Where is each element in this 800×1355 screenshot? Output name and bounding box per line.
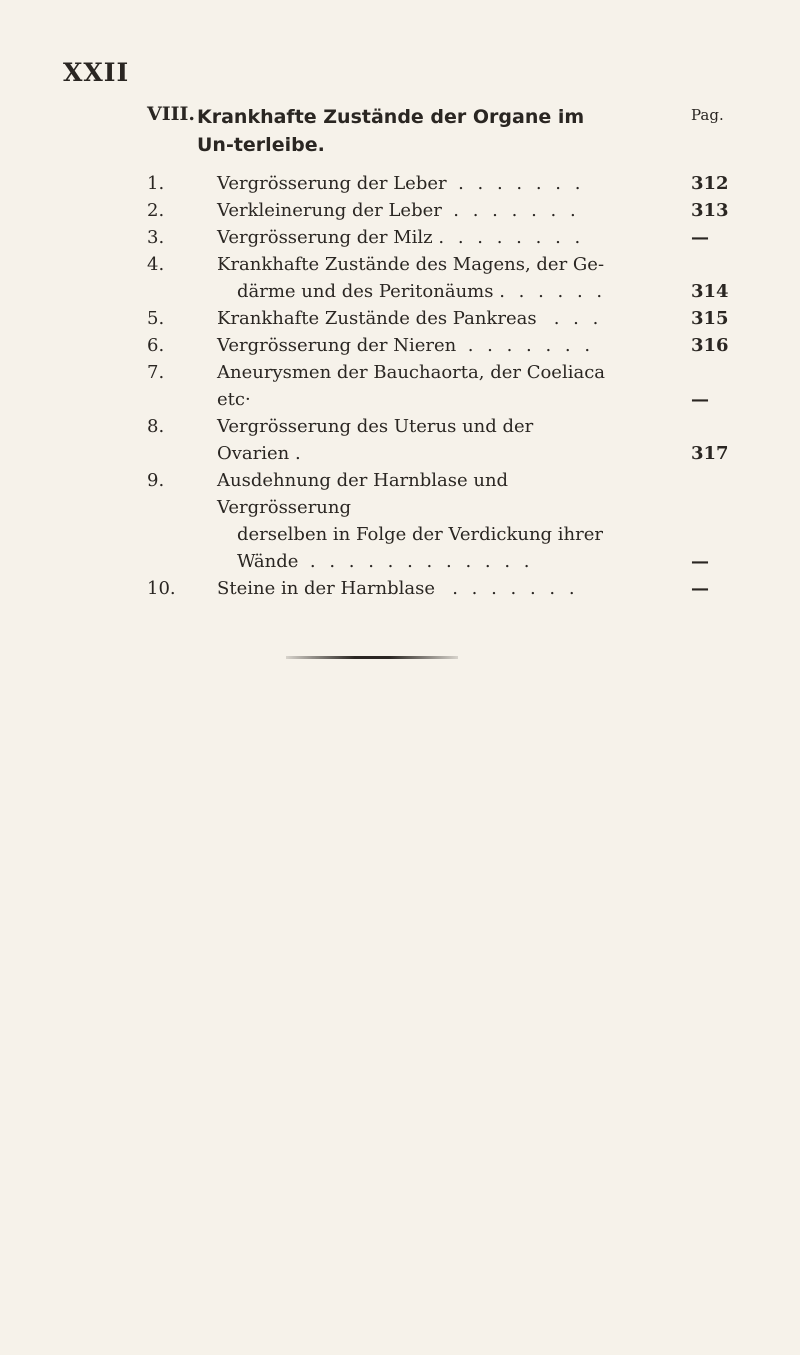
entry-number: 1. xyxy=(147,173,165,194)
toc-entry xyxy=(147,305,747,332)
entry-number: 10. xyxy=(147,578,176,599)
toc-entry xyxy=(147,170,747,197)
entry-page: — xyxy=(691,389,709,410)
entry-leader: . . . . . . . xyxy=(458,173,585,194)
entry-text: Steine in der Harnblase xyxy=(217,578,436,599)
section-title: Krankhafte Zustände der Organe im Un-terleibe. xyxy=(197,106,585,156)
entry-page: 317 xyxy=(691,443,729,464)
toc-entry xyxy=(147,575,747,602)
toc-entry xyxy=(147,332,747,359)
entry-continuation: derselben in Folge der Verdickung ihrer xyxy=(237,524,603,545)
entry-text: Verkleinerung der Leber xyxy=(217,200,442,221)
entry-number: 8. xyxy=(147,416,165,437)
entry-continuation: Wände xyxy=(237,551,299,572)
end-rule-divider xyxy=(286,656,458,659)
entry-page: 313 xyxy=(691,200,729,221)
entry-text: Vergrösserung des Uterus und der Ovarien xyxy=(217,416,534,464)
page-folio: XXII xyxy=(63,58,130,87)
toc-entry xyxy=(147,197,747,224)
entry-text: Vergrösserung der Milz xyxy=(217,227,433,248)
section-heading xyxy=(147,103,747,163)
toc-entry xyxy=(147,224,747,251)
entry-page: 312 xyxy=(691,173,729,194)
entry-continuation: därme und des Peritonäums xyxy=(237,281,494,302)
entry-page: 315 xyxy=(691,308,729,329)
entry-page: — xyxy=(691,227,709,248)
entry-leader: . . . . . . xyxy=(499,281,607,302)
entry-number: 6. xyxy=(147,335,165,356)
entry-text: Krankhafte Zustände des Magens, der Ge- xyxy=(217,254,605,275)
toc-entry xyxy=(147,359,747,413)
pag-label: Pag. xyxy=(691,106,724,124)
entry-text: Aneurysmen der Bauchaorta, der Coeliaca etc· xyxy=(217,362,606,410)
entry-page: — xyxy=(691,578,709,599)
entry-page: 316 xyxy=(691,335,729,356)
entry-number: 9. xyxy=(147,470,165,491)
entry-leader: . . . . . . . xyxy=(467,335,595,356)
entry-number: 3. xyxy=(147,227,165,248)
entry-leader: . . . . . . . . xyxy=(438,227,585,248)
entry-text: Vergrösserung der Leber xyxy=(217,173,447,194)
entry-leader: . . . . . . . xyxy=(452,578,579,599)
entry-page: 314 xyxy=(691,281,729,302)
entry-text: Vergrösserung der Nieren xyxy=(217,335,457,356)
entry-leader: . . . . . . . . . . . . xyxy=(309,551,534,572)
entry-leader: . . . xyxy=(553,308,603,329)
section-number: VIII. xyxy=(147,103,196,125)
entry-number: 5. xyxy=(147,308,165,329)
entry-leader: . xyxy=(295,443,305,464)
entry-text: Krankhafte Zustände des Pankreas xyxy=(217,308,537,329)
entry-number: 7. xyxy=(147,362,165,383)
entry-text: Ausdehnung der Harnblase und Vergrösserung xyxy=(217,470,509,518)
entry-leader: . . . . . . . xyxy=(453,200,580,221)
entry-number: 2. xyxy=(147,200,165,221)
entry-page: — xyxy=(691,551,709,572)
toc-entries xyxy=(147,170,747,602)
toc-entry xyxy=(147,413,747,467)
toc-entry xyxy=(147,467,747,575)
toc-entry xyxy=(147,251,747,305)
entry-number: 4. xyxy=(147,254,165,275)
toc-section xyxy=(147,103,747,599)
